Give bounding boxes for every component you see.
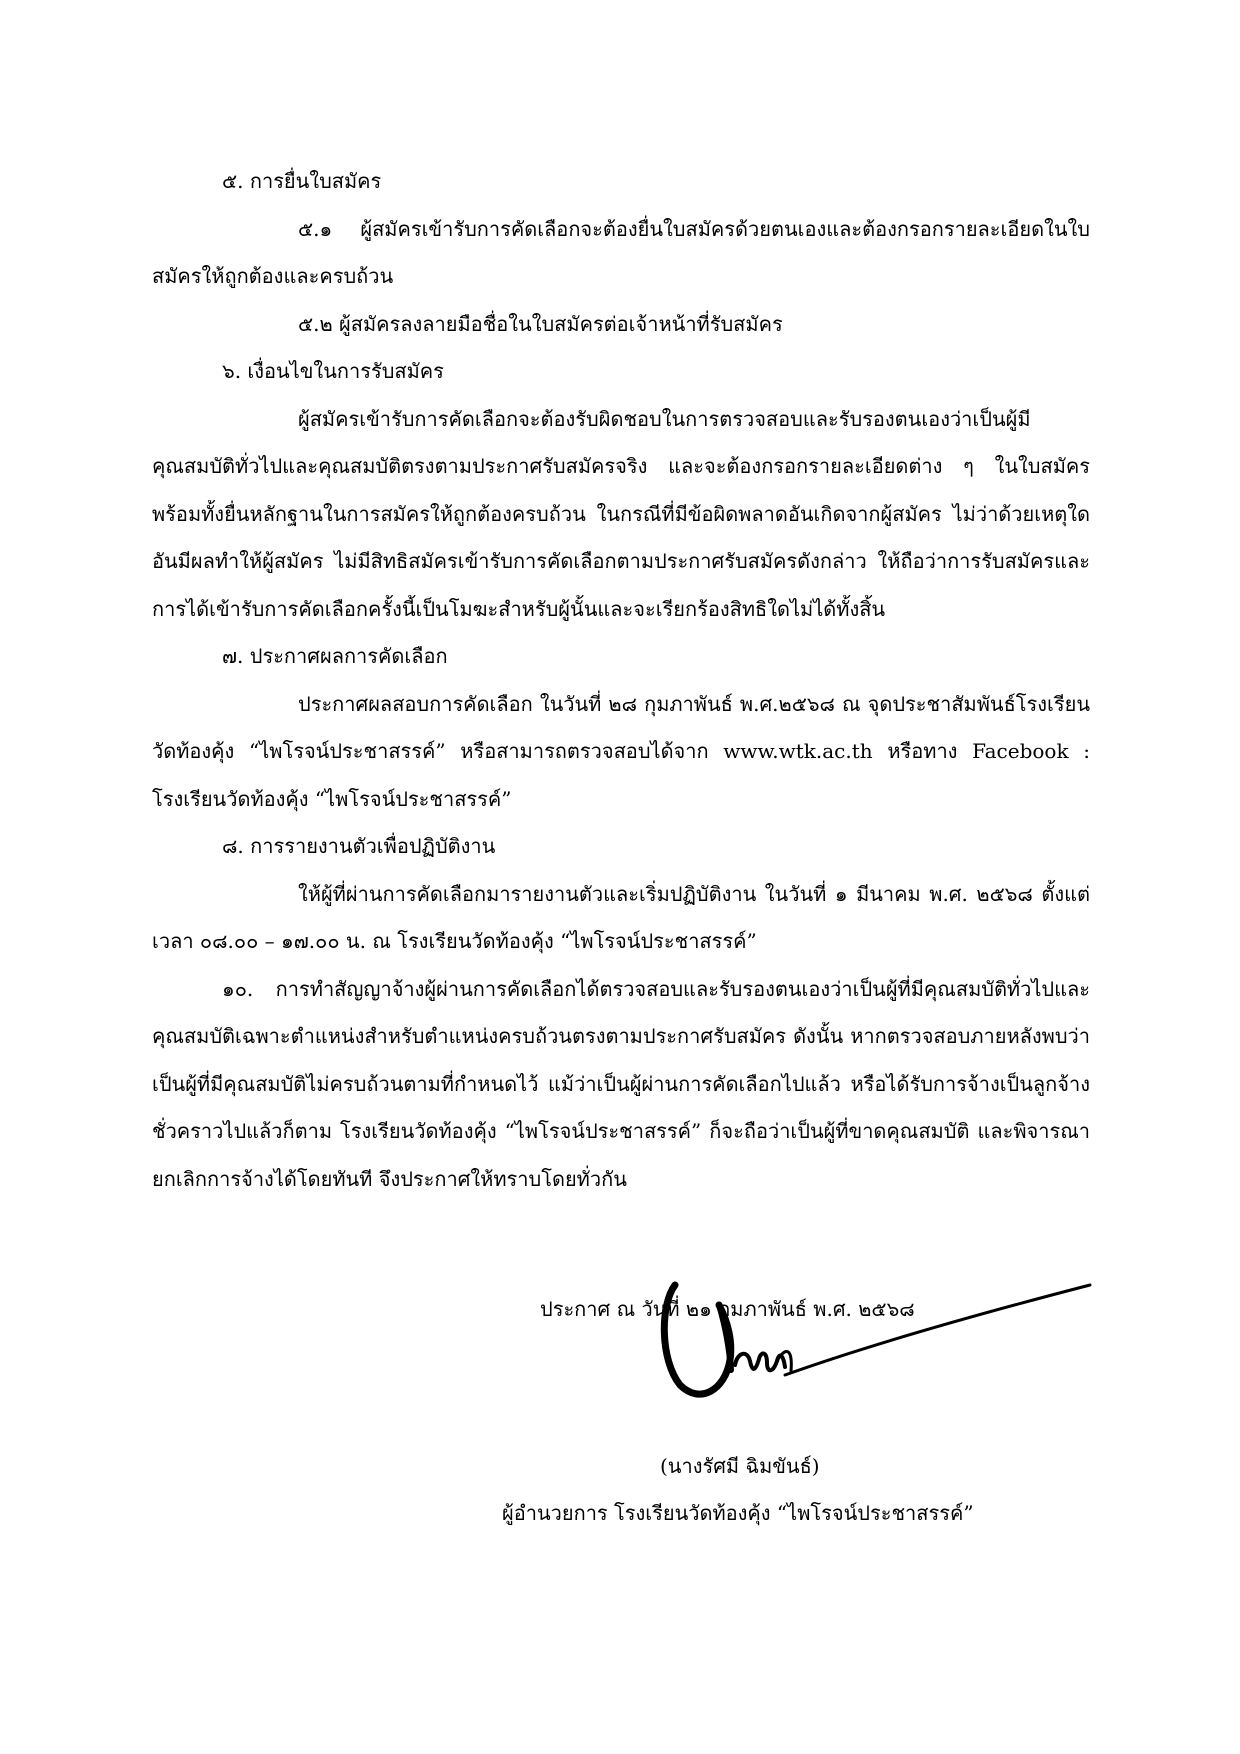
section-8-heading: ๘. การรายงานตัวเพื่อปฏิบัติงาน xyxy=(222,834,496,858)
section-5-2: ๕.๒ ผู้สมัครลงลายมือชื่อในใบสมัครต่อเจ้าหน้าที่รับสมัคร xyxy=(298,311,783,336)
section-10-body: ๑๐. การทำสัญญาจ้างผู้ผ่านการคัดเลือกได้ตรวจสอบและรับรองตนเองว่าเป็นผู้ที่มีคุณสมบัติทั่วไปและคุณสมบัติเฉพาะตำแหน่งสำหรับตำแหน่งครบถ้วนตรงตามประกาศรับสมัคร ดังนั้น หากตรวจสอบภายหลังพบว่าเป็นผู้ที่มีคุณสมบัติไม่ครบถ้วนตามที่กำหนดไว้ แม้ว่าเป็นผู้ผ่านการคัดเลือกไปแล้ว หรือได้รับการจ้างเป็นลูกจ้างชั่วคราวไปแล้วก็ตาม โรงเรียนวัดท้องคุ้ง “ไพโรจน์ประชาสรรค์” ก็จะถือว่าเป็นผู้ที่ขาดคุณสมบัติ และพิจารณายกเลิกการจ้างได้โดยทันที จึงประกาศให้ทราบโดยทั่วกัน xyxy=(152,976,1090,1191)
document-body xyxy=(152,158,1090,1203)
signer-title: ผู้อำนวยการ โรงเรียนวัดท้องคุ้ง “ไพโรจน์ประชาสรรค์” xyxy=(502,1501,974,1525)
section-5-heading: ๕. การยื่นใบสมัคร xyxy=(222,169,382,193)
section-8-body: ให้ผู้ที่ผ่านการคัดเลือกมารายงานตัวและเริ่มปฏิบัติงาน ในวันที่ ๑ มีนาคม พ.ศ. ๒๕๖๘ ตั้งแต่เวลา ๐๘.๐๐ – ๑๗.๐๐ น. ณ โรงเรียนวัดท้องคุ้ง “ไพโรจน์ประชาสรรค์” xyxy=(152,881,1090,953)
section-6-body: ผู้สมัครเข้ารับการคัดเลือกจะต้องรับผิดชอบในการตรวจสอบและรับรองตนเองว่าเป็นผู้มีคุณสมบัติทั่วไปและคุณสมบัติตรงตามประกาศรับสมัครจริง และจะต้องกรอกรายละเอียดต่าง ๆ ในใบสมัคร พร้อมทั้งยื่นหลักฐานในการสมัครให้ถูกต้องครบถ้วน ในกรณีที่มีข้อผิดพลาดอันเกิดจากผู้สมัคร ไม่ว่าด้วยเหตุใดอันมีผลทำให้ผู้สมัคร ไม่มีสิทธิสมัครเข้ารับการคัดเลือกตามประกาศรับสมัครดังกล่าว ให้ถือว่าการรับสมัครและการได้เข้ารับการคัดเลือกครั้งนี้เป็นโมฆะสำหรับผู้นั้นและจะเรียกร้องสิทธิใดไม่ได้ทั้งสิ้น xyxy=(152,406,1090,621)
handwritten-signature xyxy=(655,1275,1095,1415)
announcement-date: ประกาศ ณ วันที่ ๒๑ กุมภาพันธ์ พ.ศ. ๒๕๖๘ xyxy=(540,1297,915,1321)
section-7-heading: ๗. ประกาศผลการคัดเลือก xyxy=(222,644,448,668)
section-7-body: ประกาศผลสอบการคัดเลือก ในวันที่ ๒๘ กุมภาพันธ์ พ.ศ.๒๕๖๘ ณ จุดประชาสัมพันธ์โรงเรียนวัดท้องคุ้ง “ไพโรจน์ประชาสรรค์” หรือสามารถตรวจสอบได้จาก www.wtk.ac.th หรือทาง Facebook : โรงเรียนวัดท้องคุ้ง “ไพโรจน์ประชาสรรค์” xyxy=(152,691,1090,811)
section-5-1: ๕.๑ ผู้สมัครเข้ารับการคัดเลือกจะต้องยื่นใบสมัครด้วยตนเองและต้องกรอกรายละเอียดในใบสมัครให้ถูกต้องและครบถ้วน xyxy=(152,216,1090,288)
section-6-heading: ๖. เงื่อนไขในการรับสมัคร xyxy=(222,359,444,383)
signer-name: (นางรัศมี ฉิมขันธ์) xyxy=(660,1454,820,1478)
